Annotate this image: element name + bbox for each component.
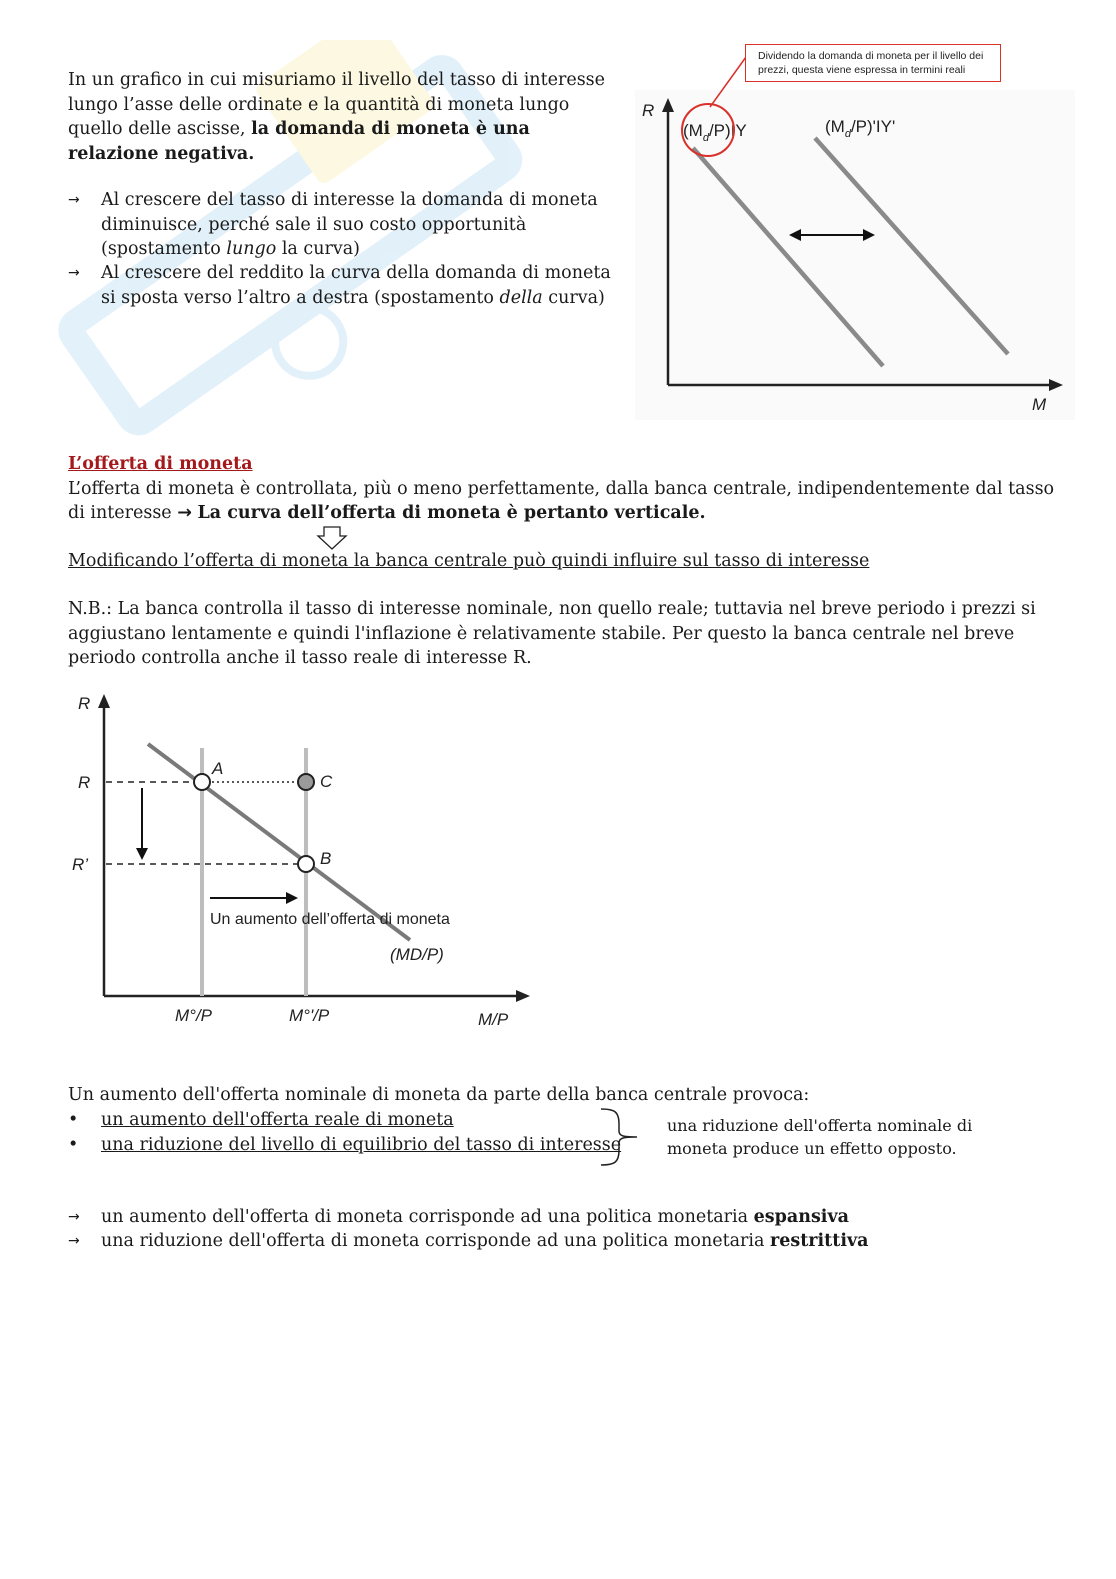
callout-note: Dividendo la domanda di moneta per il livello dei prezzi, questa viene espressa in termini reali xyxy=(745,44,1001,82)
y-axis-label: R xyxy=(78,694,91,713)
x-tick-label: M°/P xyxy=(175,1006,213,1025)
curly-brace-icon xyxy=(597,1106,647,1168)
point-a xyxy=(194,774,210,790)
point-b xyxy=(298,856,314,872)
list-item: → una riduzione dell'offerta di moneta corrisponde ad una politica monetaria restrittiva xyxy=(68,1229,1068,1254)
point-c xyxy=(298,774,314,790)
money-supply-chart xyxy=(60,688,540,1033)
underlined-statement: Modificando l’offerta di moneta la banca centrale può quindi influire sul tasso di interesse xyxy=(68,551,870,571)
point-a-label: A xyxy=(212,759,224,778)
chart-annotation: Un aumento dell’offerta di moneta xyxy=(210,911,450,928)
y-tick-label: R xyxy=(78,773,91,792)
intro-paragraph xyxy=(68,68,613,166)
demand-curve-1-label: $(M_d/P)IY$ xyxy=(683,121,747,144)
demand-curve-label: (MD/P) xyxy=(390,945,444,964)
arrow-icon: → xyxy=(68,192,80,208)
x-axis-label: M/P xyxy=(478,1010,509,1029)
point-c-label: C xyxy=(320,772,333,791)
bottom-intro: Un aumento dell'offerta nominale di moneta da parte della banca centrale provoca: xyxy=(68,1085,810,1105)
right-arrow-icon: → xyxy=(177,503,192,523)
list-item: • un aumento dell'offerta reale di moneta xyxy=(68,1108,628,1133)
section-heading: L’offerta di moneta xyxy=(68,454,253,474)
x-tick-label: M°'/P xyxy=(289,1006,330,1025)
y-axis-label: R xyxy=(642,101,655,120)
intro-text: In un grafico in cui misuriamo il livello del tasso di interesse lungo l’asse delle ordinate e la quantità di moneta lungo quello delle ascisse, xyxy=(68,70,606,139)
list-item: → Al crescere del tasso di interesse la domanda di moneta diminuisce, perché sale il suo costo opportunità (spostamento lungo la curva) xyxy=(68,190,598,259)
section-line-1: L’offerta di moneta è controllata, più o meno perfettamente, dalla banca centrale, indipendentemente dal tasso xyxy=(68,479,1055,499)
bullet-icon: • xyxy=(68,1110,79,1130)
down-arrow-icon xyxy=(316,525,348,551)
list-item: • una riduzione del livello di equilibrio del tasso di interesse xyxy=(68,1133,628,1158)
y-tick-label: R’ xyxy=(72,855,89,874)
money-demand-chart xyxy=(635,90,1075,420)
arrow-icon: → xyxy=(68,1233,80,1249)
section-line-2: di interesse → La curva dell’offerta di moneta è pertanto verticale. xyxy=(68,503,706,523)
list-item: → un aumento dell'offerta di moneta corrisponde ad una politica monetaria espansiva xyxy=(68,1205,1068,1230)
callout-connector xyxy=(700,55,750,115)
demand-curve-2-label: $(M_d/P)'IY'$ xyxy=(825,117,896,140)
list-item: → Al crescere del reddito la curva della domanda di moneta si sposta verso l’altro a destra (spostamento della curva) xyxy=(68,263,611,308)
x-axis-label: M xyxy=(1032,395,1047,414)
nb-paragraph: N.B.: La banca controlla il tasso di interesse nominale, non quello reale; tuttavia nel breve periodo i prezzi si aggiustano lentamente e quindi l'inflazione è relativamente stabile. Per questo la banca centrale nel breve periodo controlla anche il tasso reale di interesse R. xyxy=(68,599,1036,668)
brace-note: una riduzione dell'offerta nominale di moneta produce un effetto opposto. xyxy=(667,1116,973,1158)
intro-bold-text: la domanda di moneta è una relazione negativa. xyxy=(68,119,530,164)
arrow-icon: → xyxy=(68,1209,80,1225)
bullet-icon: • xyxy=(68,1135,79,1155)
arrow-icon: → xyxy=(68,265,80,281)
point-b-label: B xyxy=(320,849,332,868)
